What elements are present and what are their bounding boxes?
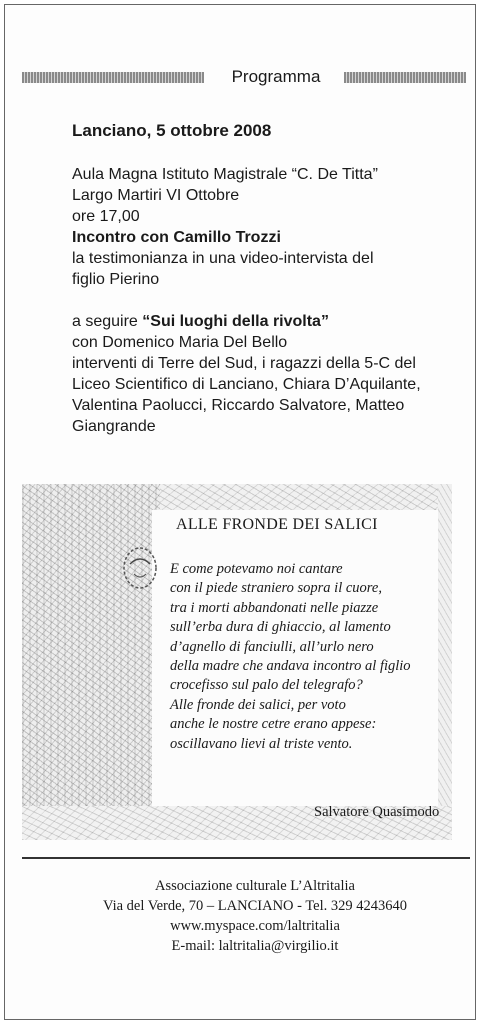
poem-line: tra i morti abbandonati nelle piazze (170, 599, 379, 616)
poem-section (22, 484, 452, 840)
poem-line: E come potevamo noi cantare (170, 561, 343, 577)
footer-contacts (0, 876, 480, 956)
poem-line: sull’erba dura di ghiaccio, al lamento (170, 619, 391, 636)
event1-title: Incontro con Camillo Trozzi (72, 229, 281, 246)
event-time: ore 17,00 (72, 208, 140, 225)
event-date: Lanciano, 5 ottobre 2008 (72, 121, 272, 140)
event2-prefix: a seguire (72, 313, 143, 330)
footer-divider (22, 857, 470, 859)
event2-title: “Sui luoghi della rivolta” (142, 313, 329, 330)
org-website: www.myspace.com/laltritalia (170, 918, 340, 934)
program-header (22, 64, 462, 92)
venue-line-1: Aula Magna Istituto Magistrale “C. De Titta” (72, 166, 378, 183)
event1-desc-line-2: figlio Pierino (72, 271, 160, 288)
poem-text (170, 560, 452, 754)
event2-heading (72, 311, 452, 332)
poem-line: d’agnello di fanciulli, all’urlo nero (170, 638, 374, 655)
poem-line: oscillavano lievi al triste vento. (170, 735, 353, 752)
event2-line-4: Valentina Paolucci, Riccardo Salvatore, Matteo (72, 397, 405, 414)
poem-author: Salvatore Quasimodo (314, 804, 440, 820)
event2-line-3: Liceo Scientifico di Lanciano, Chiara D’Aquilante, (72, 376, 421, 393)
org-name: Associazione culturale L’Altritalia (155, 878, 355, 894)
venue-line-2: Largo Martiri VI Ottobre (72, 187, 240, 204)
poem-line: anche le nostre cetre erano appese: (170, 716, 377, 733)
header-decor-bar-right (344, 72, 466, 83)
poem-title: ALLE FRONDE DEI SALICI (176, 516, 378, 533)
event1-desc-line-1: la testimonianza in una video-intervista del (72, 250, 374, 267)
figure-illustration-icon (118, 544, 162, 600)
texture-background-left (22, 484, 160, 840)
event2-line-1: con Domenico Maria Del Bello (72, 334, 288, 351)
program-details (72, 120, 452, 437)
org-email: E-mail: laltritalia@virgilio.it (171, 938, 339, 954)
program-title: Programma (231, 67, 321, 86)
poem-line: Alle fronde dei salici, per voto (170, 696, 346, 713)
event2-line-2: interventi di Terre del Sud, i ragazzi della 5-C del (72, 355, 416, 372)
poem-line: della madre che andava incontro al figlio (170, 658, 411, 675)
header-decor-bar-left (22, 72, 204, 83)
org-address: Via del Verde, 70 – LANCIANO - Tel. 329 4243640 (102, 898, 408, 914)
event2-line-5: Giangrande (72, 418, 156, 435)
poem-line: crocefisso sul palo del telegrafo? (170, 677, 363, 694)
poem-line: con il piede straniero sopra il cuore, (170, 580, 382, 597)
